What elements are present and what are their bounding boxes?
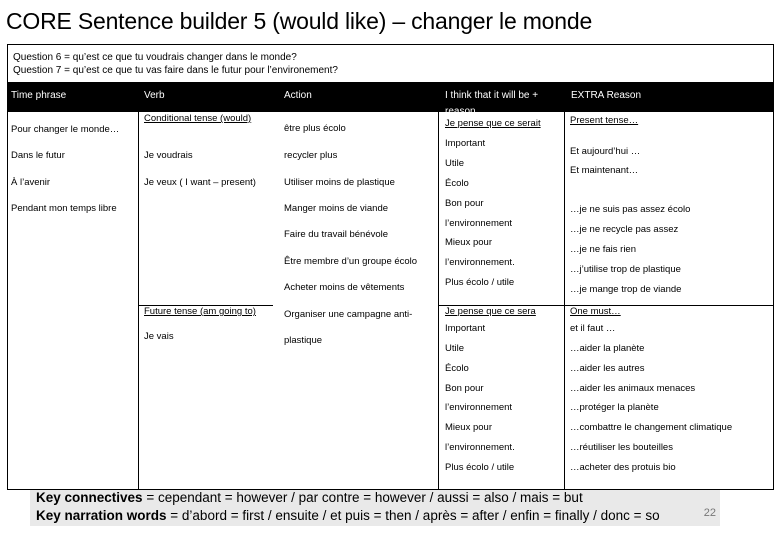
table-header bbox=[8, 82, 773, 117]
action-item: Faire du travail bénévole bbox=[284, 229, 389, 240]
action-item: être plus écolo bbox=[284, 123, 346, 134]
header-extra: EXTRA Reason bbox=[571, 90, 642, 101]
sentence-builder-table bbox=[7, 44, 774, 490]
narration-line bbox=[36, 508, 660, 523]
verb-item: Je vais bbox=[144, 331, 174, 342]
reason-item: Utile bbox=[445, 343, 465, 354]
column-divider bbox=[564, 112, 565, 489]
reason-item: l’environnement. bbox=[445, 442, 515, 453]
action-item: Organiser une campagne anti- bbox=[284, 309, 413, 320]
extra-item: et il faut … bbox=[570, 323, 616, 334]
reason-item: l’environnement bbox=[445, 402, 513, 413]
reason-item: Écolo bbox=[445, 178, 469, 189]
extra-item: …acheter des protuis bio bbox=[570, 462, 676, 473]
header-think: I think that it will be + reason bbox=[445, 90, 539, 117]
time-phrase-item: Pendant mon temps libre bbox=[11, 203, 117, 214]
page-number: 22 bbox=[703, 507, 716, 519]
question-7: Question 7 = qu’est ce que tu vas faire dans le futur pour l’environement? bbox=[13, 65, 338, 76]
action-item: Manger moins de viande bbox=[284, 203, 389, 214]
reason-item: l’environnement bbox=[445, 218, 513, 229]
extra-item: …je ne fais rien bbox=[570, 244, 637, 255]
extra-item: …aider les autres bbox=[570, 363, 645, 374]
action-item: plastique bbox=[284, 335, 323, 346]
narration-label: Key narration words bbox=[36, 508, 167, 523]
column-divider bbox=[138, 112, 139, 489]
action-item: recycler plus bbox=[284, 150, 338, 161]
extra-item: …je mange trop de viande bbox=[570, 284, 682, 295]
reason-item: Utile bbox=[445, 158, 465, 169]
extra-item: Et maintenant… bbox=[570, 165, 639, 176]
time-phrase-item: Dans le futur bbox=[11, 150, 65, 161]
extra-item: …protéger la planète bbox=[570, 402, 659, 413]
page-title: CORE Sentence builder 5 (would like) – changer le monde bbox=[6, 8, 593, 34]
extra-item: …réutiliser les bouteilles bbox=[570, 442, 673, 453]
extra-item: Et aujourd’hui … bbox=[570, 146, 641, 157]
extra-top-heading: Present tense… bbox=[570, 115, 639, 126]
connectives-text: = cependant = however / par contre = however / aussi = also / mais = but bbox=[142, 490, 583, 505]
extra-item: …aider les animaux menaces bbox=[570, 383, 696, 394]
reason-item: l’environnement. bbox=[445, 257, 515, 268]
future-heading: Future tense (am going to) bbox=[144, 306, 256, 317]
action-item: Acheter moins de vêtements bbox=[284, 282, 405, 293]
reason-item: Plus écolo / utile bbox=[445, 277, 515, 288]
header-verb: Verb bbox=[144, 90, 165, 101]
verb-item: Je voudrais bbox=[144, 150, 193, 161]
reason-item: Plus écolo / utile bbox=[445, 462, 515, 473]
time-phrase-item: À l’avenir bbox=[11, 177, 51, 188]
think-bottom-heading: Je pense que ce sera bbox=[445, 306, 536, 317]
verb-item: Je veux ( I want – present) bbox=[144, 177, 256, 188]
time-phrase-item: Pour changer le monde… bbox=[11, 124, 120, 135]
header-time-phrase: Time phrase bbox=[11, 90, 67, 101]
extra-item: …j’utilise trop de plastique bbox=[570, 264, 681, 275]
extra-item: …je ne recycle pas assez bbox=[570, 224, 679, 235]
connectives-label: Key connectives bbox=[36, 490, 143, 505]
reason-item: Important bbox=[445, 138, 486, 149]
action-item: Être membre d’un groupe écolo bbox=[284, 256, 418, 267]
column-divider bbox=[438, 112, 439, 489]
reason-item: Important bbox=[445, 323, 486, 334]
question-6: Question 6 = qu’est ce que tu voudrais changer dans le monde? bbox=[13, 52, 297, 63]
conditional-heading: Conditional tense (would) bbox=[144, 113, 252, 124]
reason-item: Écolo bbox=[445, 363, 469, 374]
extra-bottom-heading: One must… bbox=[570, 306, 621, 317]
questions-box bbox=[8, 45, 773, 82]
header-action: Action bbox=[284, 90, 312, 101]
extra-item: …aider la planète bbox=[570, 343, 645, 354]
narration-text: = d’abord = first / ensuite / et puis = then / après = after / enfin = finally / donc = so bbox=[166, 508, 660, 523]
extra-item: …je ne suis pas assez écolo bbox=[570, 204, 691, 215]
extra-item: …combattre le changement climatique bbox=[570, 422, 733, 433]
key-words-footer bbox=[30, 490, 720, 526]
think-top-heading: Je pense que ce serait bbox=[445, 118, 541, 129]
reason-item: Mieux pour bbox=[445, 237, 492, 248]
connectives-line bbox=[36, 490, 583, 505]
reason-item: Bon pour bbox=[445, 383, 484, 394]
reason-item: Mieux pour bbox=[445, 422, 492, 433]
reason-item: Bon pour bbox=[445, 198, 484, 209]
action-item: Utiliser moins de plastique bbox=[284, 177, 395, 188]
